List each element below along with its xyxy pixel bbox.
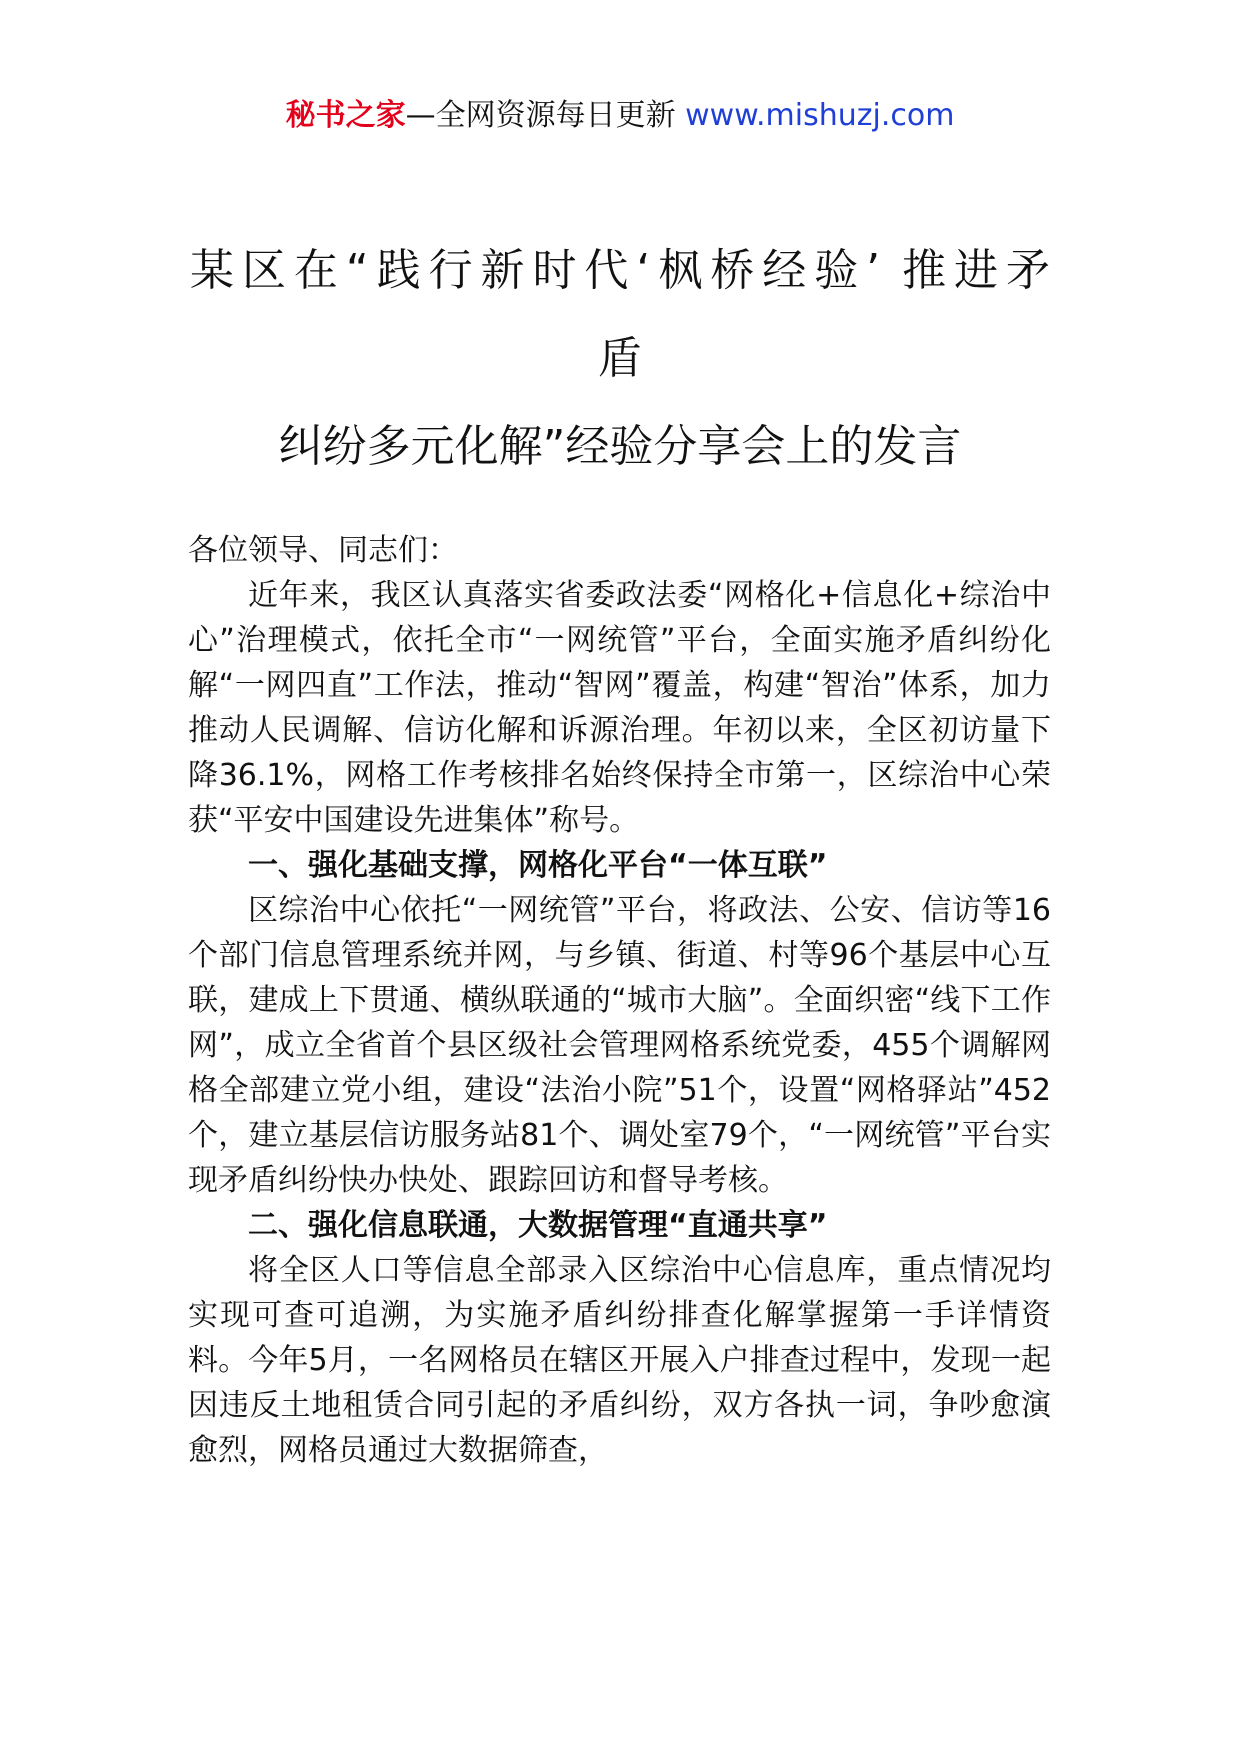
section-1-heading: 一、强化基础支撑，网格化平台“一体互联”	[248, 848, 828, 883]
site-header	[0, 96, 1240, 136]
document-title-line-3: 纠纷多元化解”经验分享会上的发言	[278, 421, 962, 472]
site-url-link[interactable]: www.mishuzj.com	[685, 98, 955, 133]
section-2-paragraph: 将全区人口等信息全部录入区综治中心信息库，重点情况均实现可查可追溯，为实施矛盾纠纷排查化解掌握第一手详情资料。今年5月，一名网格员在辖区开展入户排查过程中，发现一起因违反土地租赁合同引起的矛盾纠纷，双方各执一词，争吵愈演愈烈，网格员通过大数据筛查，	[188, 1253, 1051, 1468]
section-2-heading: 二、强化信息联通，大数据管理“直通共享”	[248, 1208, 828, 1243]
document-title-line-1: 某区在“践行新时代‘枫桥经验’ 推进矛	[190, 245, 1050, 296]
brand-name: 秘书之家	[285, 98, 406, 133]
salutation: 各位领导、同志们：	[188, 533, 458, 568]
intro-paragraph: 近年来，我区认真落实省委政法委“网格化+信息化+综治中心”治理模式，依托全市“一网统管”平台，全面实施矛盾纠纷化解“一网四直”工作法，推动“智网”覆盖，构建“智治”体系，加力推动人民调解、信访化解和诉源治理。年初以来，全区初访量下降36.1%，网格工作考核排名始终保持全市第一，区综治中心荣获“平安中国建设先进集体”称号。	[188, 578, 1051, 838]
section-1-paragraph: 区综治中心依托“一网统管”平台，将政法、公安、信访等16个部门信息管理系统并网，与乡镇、街道、村等96个基层中心互联，建成上下贯通、横纵联通的“城市大脑”。全面织密“线下工作网”，成立全省首个县区级社会管理网格系统党委，455个调解网格全部建立党小组，建设“法治小院”51个，设置“网格驿站”452个，建立基层信访服务站81个、调处室79个，“一网统管”平台实现矛盾纠纷快办快处、跟踪回访和督导考核。	[188, 893, 1051, 1198]
header-tagline: —全网资源每日更新	[405, 98, 676, 133]
document-title-line-2: 盾	[598, 333, 642, 384]
document-body	[188, 528, 1051, 1473]
